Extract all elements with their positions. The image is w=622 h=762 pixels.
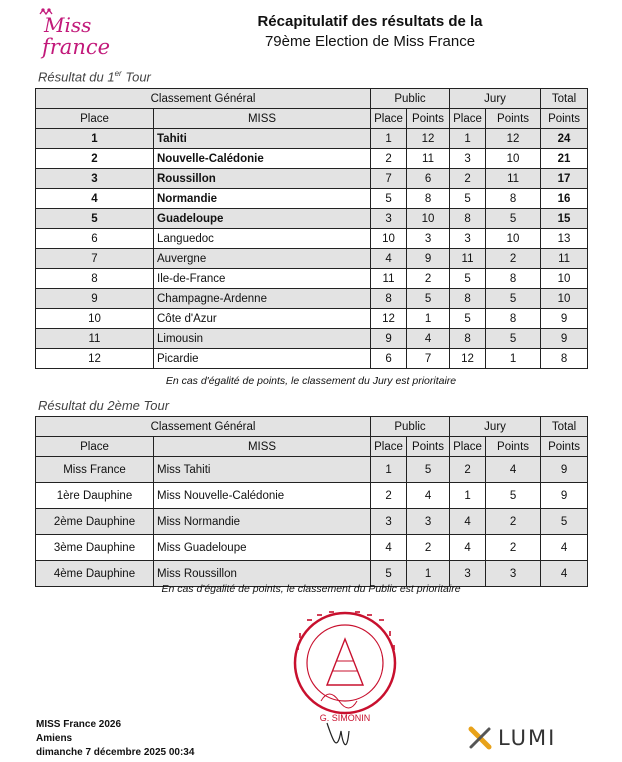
- table-row: [36, 349, 588, 369]
- cell-place: 2: [36, 149, 154, 169]
- cell-jury-place: 8: [450, 209, 486, 229]
- cell-jury-points: 4: [486, 457, 541, 483]
- header-jury: Jury: [450, 417, 541, 437]
- cell-jury-points: 5: [486, 289, 541, 309]
- header-jury-points: Points: [486, 437, 541, 457]
- cell-total: 10: [541, 269, 588, 289]
- cell-public-place: 5: [371, 561, 407, 587]
- header-total: Total: [541, 417, 588, 437]
- table-row: [36, 483, 588, 509]
- table-row: [36, 129, 588, 149]
- header-miss: MISS: [154, 437, 371, 457]
- tour2-title: Résultat du 2ème Tour: [38, 398, 170, 413]
- cell-miss: Tahiti: [154, 129, 371, 149]
- cell-public-place: 7: [371, 169, 407, 189]
- logo-text-top: Miss: [44, 13, 92, 37]
- cell-place: 6: [36, 229, 154, 249]
- header-public-place: Place: [371, 437, 407, 457]
- tour1-title: [38, 69, 151, 84]
- cell-miss: Nouvelle-Calédonie: [154, 149, 371, 169]
- cell-public-place: 4: [371, 535, 407, 561]
- header-total-points: Points: [541, 437, 588, 457]
- cell-miss: Miss Normandie: [154, 509, 371, 535]
- cell-jury-points: 2: [486, 535, 541, 561]
- cell-total: 15: [541, 209, 588, 229]
- cell-total: 13: [541, 229, 588, 249]
- cell-miss: Picardie: [154, 349, 371, 369]
- header-total: Total: [541, 89, 588, 109]
- cell-total: 4: [541, 535, 588, 561]
- cell-public-points: 7: [407, 349, 450, 369]
- cell-public-points: 11: [407, 149, 450, 169]
- cell-public-place: 1: [371, 129, 407, 149]
- cell-jury-points: 10: [486, 149, 541, 169]
- cell-place: 8: [36, 269, 154, 289]
- cell-jury-points: 11: [486, 169, 541, 189]
- cell-miss: Champagne-Ardenne: [154, 289, 371, 309]
- cell-total: 4: [541, 561, 588, 587]
- lumi-brand: [468, 726, 556, 750]
- cell-miss: Guadeloupe: [154, 209, 371, 229]
- cell-jury-points: 5: [486, 329, 541, 349]
- cell-jury-points: 8: [486, 189, 541, 209]
- cell-public-points: 1: [407, 561, 450, 587]
- cell-public-points: 10: [407, 209, 450, 229]
- cell-jury-points: 2: [486, 249, 541, 269]
- header-classement: Classement Général: [36, 89, 371, 109]
- logo-text-bottom: france: [42, 35, 111, 59]
- title-line-2: 79ème Election de Miss France: [264, 33, 476, 50]
- cell-total: 10: [541, 289, 588, 309]
- cell-public-place: 10: [371, 229, 407, 249]
- cell-public-points: 2: [407, 535, 450, 561]
- cell-public-points: 3: [407, 509, 450, 535]
- header-public-place: Place: [371, 109, 407, 129]
- cell-total: 24: [541, 129, 588, 149]
- header-public-points: Points: [407, 109, 450, 129]
- cell-jury-place: 4: [450, 509, 486, 535]
- table-row: [36, 249, 588, 269]
- cell-public-points: 9: [407, 249, 450, 269]
- cell-jury-place: 3: [450, 561, 486, 587]
- cell-jury-place: 5: [450, 309, 486, 329]
- cell-jury-place: 5: [450, 189, 486, 209]
- cell-jury-place: 5: [450, 269, 486, 289]
- cell-miss: Miss Nouvelle-Calédonie: [154, 483, 371, 509]
- table-row: [36, 229, 588, 249]
- footer-location: Amiens: [36, 733, 73, 744]
- cell-public-points: 5: [407, 289, 450, 309]
- cell-public-points: 8: [407, 189, 450, 209]
- cell-jury-points: 12: [486, 129, 541, 149]
- table-row: [36, 209, 588, 229]
- tour1-title-sup: er: [114, 69, 122, 78]
- cell-total: 5: [541, 509, 588, 535]
- cell-public-place: 6: [371, 349, 407, 369]
- table-row: [36, 189, 588, 209]
- cell-jury-place: 3: [450, 229, 486, 249]
- tour2-results-table: [35, 416, 588, 587]
- tour1-title-end: Tour: [121, 69, 151, 85]
- header-place: Place: [36, 109, 154, 129]
- cell-public-points: 12: [407, 129, 450, 149]
- cell-public-place: 5: [371, 189, 407, 209]
- cell-jury-place: 1: [450, 483, 486, 509]
- cell-jury-place: 11: [450, 249, 486, 269]
- tour1-tiebreak-note: En cas d'égalité de points, le classement du Jury est prioritaire: [165, 375, 457, 387]
- table-row: [36, 535, 588, 561]
- cell-place: 1ère Dauphine: [36, 483, 154, 509]
- cell-jury-place: 8: [450, 329, 486, 349]
- header-classement: Classement Général: [36, 417, 371, 437]
- cell-miss: Roussillon: [154, 169, 371, 189]
- cell-miss: Languedoc: [154, 229, 371, 249]
- cell-public-points: 1: [407, 309, 450, 329]
- header-total-points: Points: [541, 109, 588, 129]
- cell-public-place: 12: [371, 309, 407, 329]
- cell-jury-points: 8: [486, 269, 541, 289]
- cell-place: 10: [36, 309, 154, 329]
- lumi-x-icon: [468, 726, 492, 750]
- cell-place: Miss France: [36, 457, 154, 483]
- cell-jury-points: 10: [486, 229, 541, 249]
- footer: [36, 718, 194, 760]
- table-row: [36, 269, 588, 289]
- cell-miss: Côte d'Azur: [154, 309, 371, 329]
- header-miss: MISS: [154, 109, 371, 129]
- cell-total: 9: [541, 457, 588, 483]
- cell-place: 3ème Dauphine: [36, 535, 154, 561]
- footer-datetime: dimanche 7 décembre 2025 00:34: [36, 747, 195, 758]
- cell-miss: Ile-de-France: [154, 269, 371, 289]
- table-row: [36, 509, 588, 535]
- cell-total: 9: [541, 309, 588, 329]
- cell-jury-place: 12: [450, 349, 486, 369]
- lumi-wordmark: LUMI: [498, 726, 557, 750]
- cell-public-place: 3: [371, 209, 407, 229]
- footer-event: MISS France 2026: [36, 719, 122, 730]
- cell-place: 2ème Dauphine: [36, 509, 154, 535]
- cell-jury-place: 4: [450, 535, 486, 561]
- cell-total: 8: [541, 349, 588, 369]
- document-title: [200, 12, 540, 52]
- cell-public-place: 9: [371, 329, 407, 349]
- cell-total: 9: [541, 329, 588, 349]
- cell-place: 4ème Dauphine: [36, 561, 154, 587]
- stamp-signature-name: G. SIMONIN: [319, 713, 371, 723]
- cell-public-place: 2: [371, 483, 407, 509]
- cell-jury-place: 3: [450, 149, 486, 169]
- cell-total: 11: [541, 249, 588, 269]
- table-row: [36, 309, 588, 329]
- header-place: Place: [36, 437, 154, 457]
- cell-place: 12: [36, 349, 154, 369]
- cell-place: 3: [36, 169, 154, 189]
- cell-miss: Limousin: [154, 329, 371, 349]
- cell-jury-points: 8: [486, 309, 541, 329]
- cell-place: 1: [36, 129, 154, 149]
- header-jury-points: Points: [486, 109, 541, 129]
- cell-public-place: 4: [371, 249, 407, 269]
- table-row: [36, 149, 588, 169]
- cell-public-points: 4: [407, 329, 450, 349]
- cell-jury-points: 2: [486, 509, 541, 535]
- cell-public-place: 3: [371, 509, 407, 535]
- cell-public-points: 5: [407, 457, 450, 483]
- cell-public-place: 11: [371, 269, 407, 289]
- cell-jury-place: 2: [450, 169, 486, 189]
- cell-public-place: 8: [371, 289, 407, 309]
- header-jury: Jury: [450, 89, 541, 109]
- table-row: [36, 457, 588, 483]
- cell-place: 4: [36, 189, 154, 209]
- cell-public-points: 3: [407, 229, 450, 249]
- table-row: [36, 169, 588, 189]
- cell-miss: Miss Roussillon: [154, 561, 371, 587]
- cell-miss: Normandie: [154, 189, 371, 209]
- cell-jury-place: 1: [450, 129, 486, 149]
- cell-jury-points: 5: [486, 209, 541, 229]
- table-row: [36, 329, 588, 349]
- cell-jury-points: 3: [486, 561, 541, 587]
- header-jury-place: Place: [450, 437, 486, 457]
- tour2-tiebreak-note: En cas d'égalité de points, le classement du Public est prioritaire: [161, 583, 461, 595]
- cell-place: 9: [36, 289, 154, 309]
- tour1-title-main: Résultat du 1: [38, 69, 115, 85]
- cell-place: 11: [36, 329, 154, 349]
- cell-jury-place: 8: [450, 289, 486, 309]
- cell-total: 9: [541, 483, 588, 509]
- tour1-results-table: [35, 88, 588, 369]
- cell-total: 21: [541, 149, 588, 169]
- cell-total: 17: [541, 169, 588, 189]
- header-public: Public: [371, 89, 450, 109]
- miss-france-logo: [34, 8, 120, 62]
- cell-miss: Miss Tahiti: [154, 457, 371, 483]
- cell-jury-points: 1: [486, 349, 541, 369]
- cell-total: 16: [541, 189, 588, 209]
- cell-miss: Miss Guadeloupe: [154, 535, 371, 561]
- header-public: Public: [371, 417, 450, 437]
- cell-place: 5: [36, 209, 154, 229]
- cell-miss: Auvergne: [154, 249, 371, 269]
- header-public-points: Points: [407, 437, 450, 457]
- title-line-1: Récapitulatif des résultats de la: [257, 13, 483, 30]
- cell-public-place: 1: [371, 457, 407, 483]
- cell-jury-points: 5: [486, 483, 541, 509]
- cell-public-points: 6: [407, 169, 450, 189]
- cell-public-points: 2: [407, 269, 450, 289]
- table-row: [36, 289, 588, 309]
- official-stamp: [287, 605, 405, 755]
- cell-place: 7: [36, 249, 154, 269]
- header-jury-place: Place: [450, 109, 486, 129]
- cell-public-place: 2: [371, 149, 407, 169]
- cell-jury-place: 2: [450, 457, 486, 483]
- cell-public-points: 4: [407, 483, 450, 509]
